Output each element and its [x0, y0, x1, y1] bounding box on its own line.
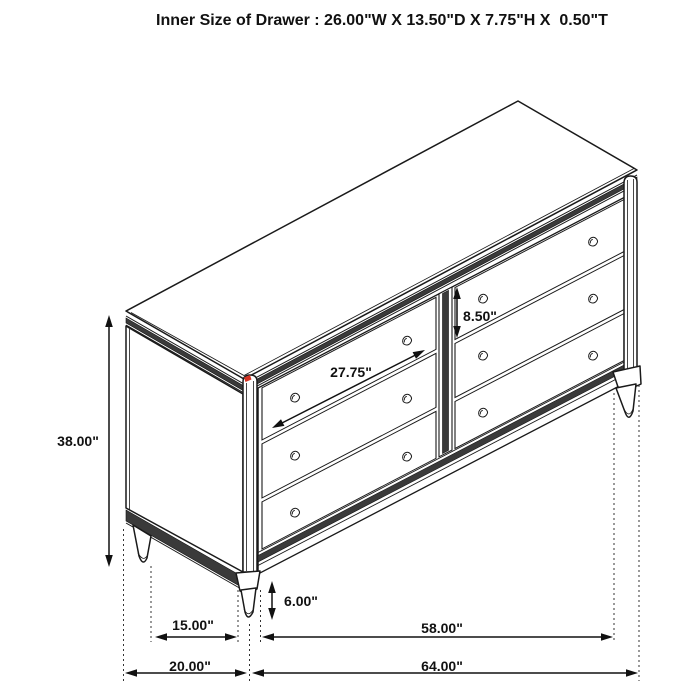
dimension-leg-spacing-width — [262, 620, 613, 641]
dimension-leg-spacing-depth — [155, 617, 237, 641]
dimension-overall-depth — [125, 658, 247, 677]
drawer-knob — [589, 294, 598, 303]
dim-label-overall-depth: 20.00" — [169, 658, 211, 674]
dim-label-top-drawer-height: 8.50" — [463, 308, 497, 324]
dimension-floor-clearance — [268, 581, 318, 620]
dim-label-overall-height: 38.00" — [57, 433, 99, 449]
right-pillar — [624, 176, 637, 379]
dresser-drawing — [126, 101, 641, 617]
dim-label-overall-width: 64.00" — [421, 658, 463, 674]
drawer-knob — [589, 237, 598, 246]
drawer-knob — [589, 351, 598, 360]
diagram-title: Inner Size of Drawer : 26.00"W X 13.50"D X 7.75"H X 0.50"T — [156, 12, 608, 29]
center-divider-shadow — [443, 290, 449, 453]
front-left-leg — [241, 588, 256, 617]
drawer-knob — [479, 294, 488, 303]
drawer-knob — [291, 451, 300, 460]
drawer-knob — [403, 394, 412, 403]
drawer-knob — [479, 408, 488, 417]
dim-label-leg-spacing-depth: 15.00" — [172, 617, 214, 633]
drawer-knob — [291, 393, 300, 402]
dimension-overall-height — [57, 315, 113, 567]
drawer-knob — [403, 336, 412, 345]
dimension-overall-width — [252, 658, 638, 677]
front-left-pillar — [243, 375, 257, 572]
drawer-knob — [479, 351, 488, 360]
dim-label-leg-spacing-width: 58.00" — [421, 620, 463, 636]
drawer-knob — [291, 508, 300, 517]
dim-label-drawer-span: 27.75" — [330, 364, 372, 380]
drawer-knob — [403, 452, 412, 461]
dim-label-floor-clearance: 6.00" — [284, 593, 318, 609]
